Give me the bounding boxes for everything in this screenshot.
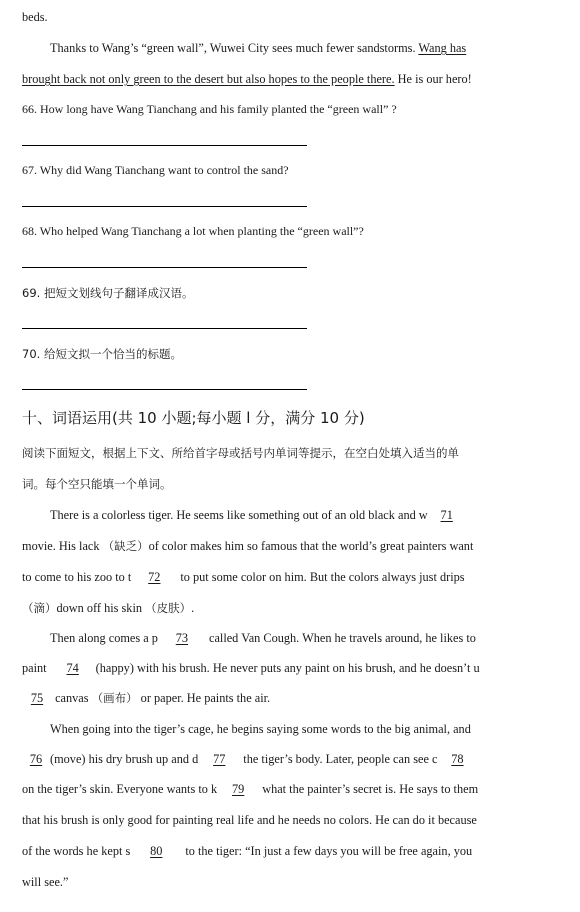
blank-74[interactable]: 74	[66, 661, 79, 675]
blank-78[interactable]: 78	[451, 752, 464, 766]
cloze-text: .	[191, 601, 195, 615]
cloze-line	[50, 630, 550, 646]
cloze-text: canvas	[52, 691, 92, 705]
cloze-text: When going into the tiger’s cage, he begins saying some words to the big animal, and	[50, 722, 471, 736]
blank-80[interactable]: 80	[150, 844, 163, 858]
cloze-text: called Van Cough. When he travels around, he likes to	[205, 631, 476, 645]
cloze-text: that his brush is only good for painting real life and he needs no colors. He can do it because	[22, 813, 477, 827]
passage-line	[50, 40, 550, 56]
cloze-text: to put some color on him. But the colors always just drips	[177, 570, 465, 584]
cloze-text: of color makes him so famous that the world’s great painters want	[148, 539, 474, 553]
answer-line-70[interactable]	[22, 389, 307, 390]
cloze-text: Then along comes a p	[50, 631, 158, 645]
passage-line	[22, 9, 550, 25]
underlined-sentence: Wang has	[418, 41, 467, 55]
question-70: 70. 给短文拟一个恰当的标题。	[22, 347, 182, 361]
cloze-line	[22, 781, 550, 797]
cloze-line	[22, 843, 550, 859]
question-68: 68. Who helped Wang Tianchang a lot when planting the “green wall”?	[22, 224, 364, 238]
cloze-line	[22, 690, 550, 706]
blank-76[interactable]: 76	[29, 752, 43, 766]
cloze-text: down off his skin	[56, 601, 146, 615]
cloze-text: paint	[22, 661, 50, 675]
cloze-text: (happy) with his brush. He never puts any paint on his brush, and he doesn’t u	[95, 661, 480, 675]
section-instructions: 词。每个空只能填一个单词。	[22, 477, 172, 491]
cloze-text: to the tiger: “In just a few days you will be free again, you	[182, 844, 473, 858]
underlined-sentence: brought back not only green to the desert but also hopes to the people there.	[22, 72, 395, 86]
question-69: 69. 把短文划线句子翻译成汉语。	[22, 286, 194, 300]
cloze-line	[22, 751, 550, 767]
cloze-gloss: （皮肤）	[145, 601, 192, 615]
cloze-line	[22, 660, 550, 676]
cloze-line	[22, 874, 550, 890]
cloze-gloss: （缺乏）	[102, 539, 149, 553]
section-instructions: 阅读下面短文，根据上下文、所给首字母或括号内单词等提示，在空白处填入适当的单	[22, 446, 459, 460]
blank-79[interactable]: 79	[231, 782, 245, 796]
cloze-gloss: （滴）	[22, 601, 57, 615]
cloze-text: the tiger’s body. Later, people can see c	[240, 752, 438, 766]
cloze-text: what the painter’s secret is. He says to them	[259, 782, 479, 796]
cloze-text: on the tiger’s skin. Everyone wants to k	[22, 782, 218, 796]
passage-text: He is our hero!	[394, 72, 472, 86]
blank-71[interactable]: 71	[440, 508, 453, 522]
blank-72[interactable]: 72	[148, 570, 161, 584]
cloze-text: movie. His lack	[22, 539, 103, 553]
answer-line-66[interactable]	[22, 145, 307, 146]
answer-line-68[interactable]	[22, 267, 307, 268]
cloze-line	[50, 721, 550, 737]
passage-line	[22, 71, 550, 87]
cloze-line	[22, 812, 550, 828]
blank-77[interactable]: 77	[213, 752, 226, 766]
section-title: 十、词语运用(共 10 小题;每小题 l 分，满分 10 分)	[22, 409, 365, 427]
cloze-line	[50, 507, 550, 523]
cloze-text: There is a colorless tiger. He seems like something out of an old black and w	[50, 508, 428, 522]
cloze-text: (move) his dry brush up and d	[50, 752, 199, 766]
question-66: 66. How long have Wang Tianchang and his family planted the “green wall” ?	[22, 102, 397, 116]
cloze-gloss: （画布）	[91, 691, 138, 705]
answer-line-69[interactable]	[22, 328, 307, 329]
passage-text: Thanks to Wang’s “green wall”, Wuwei City sees much fewer sandstorms.	[50, 41, 419, 55]
cloze-text: of the words he kept s	[22, 844, 131, 858]
blank-75[interactable]: 75	[30, 691, 44, 705]
cloze-line	[22, 600, 550, 616]
passage-text: beds.	[22, 10, 48, 24]
cloze-text: to come to his zoo to t	[22, 570, 132, 584]
cloze-text: or paper. He paints the air.	[137, 691, 271, 705]
cloze-text: will see.”	[22, 875, 69, 889]
cloze-line	[22, 538, 550, 554]
blank-73[interactable]: 73	[175, 631, 189, 645]
cloze-line	[22, 569, 550, 585]
question-67: 67. Why did Wang Tianchang want to control the sand?	[22, 163, 289, 177]
answer-line-67[interactable]	[22, 206, 307, 207]
